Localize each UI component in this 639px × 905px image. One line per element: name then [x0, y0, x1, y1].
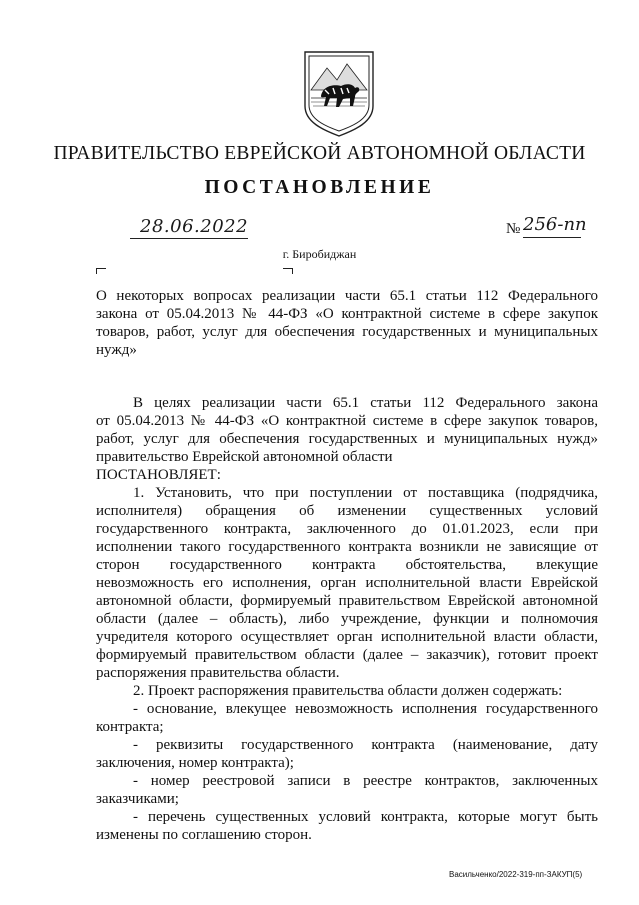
document-number: 256-пп [523, 214, 587, 235]
body-line: невозможность его исполнения, орган исполнительной власти Еврейской [96, 575, 598, 591]
government-name: ПРАВИТЕЛЬСТВО ЕВРЕЙСКОЙ АВТОНОМНОЙ ОБЛАСТИ [53, 143, 586, 164]
body-line: исполнении такого государственного контракта возникли не зависящие от [96, 539, 598, 555]
body-line: - реквизиты государственного контракта (наименование, дату [133, 737, 598, 753]
body-line: изменены по соглашению сторон. [96, 827, 312, 843]
title-corner-right [283, 268, 293, 274]
body-line: области (далее – область), либо учреждение, функции и полномочия [96, 611, 598, 627]
body-line: - номер реестровой записи в реестре контрактов, заключенных [133, 773, 598, 789]
date-underline [130, 238, 248, 239]
body-line: работ, услуг для обеспечения государственных и муниципальных нужд» [96, 431, 598, 447]
body-line: исполнителя) обращения об изменении существенных условий [96, 503, 598, 519]
body-line: В целях реализации части 65.1 статьи 112 Федерального закона [133, 395, 598, 411]
body-line: ПОСТАНОВЛЯЕТ: [96, 467, 221, 483]
body-line: контракта; [96, 719, 164, 735]
title-corner-left [96, 268, 106, 274]
document-type: ПОСТАНОВЛЕНИЕ [204, 177, 435, 198]
body-line: автономной области, формируемый правительством Еврейской автономной [96, 593, 598, 609]
title-line: закона от 05.04.2013 № 44-ФЗ «О контрактной системе в сфере закупок [96, 306, 598, 322]
body-line: - перечень существенных условий контракта, которые могут быть [133, 809, 598, 825]
coat-of-arms-emblem [303, 50, 375, 138]
body-line: учредителя которого осуществляет орган исполнительной власти области, [96, 629, 598, 645]
body-line: - основание, влекущее невозможность исполнения государственного [133, 701, 598, 717]
body-line: сторон государственного контракта обстоятельства, влекущие [96, 557, 598, 573]
title-line: нужд» [96, 342, 137, 358]
city-name: г. Биробиджан [282, 247, 357, 261]
body-line: 1. Установить, что при поступлении от поставщика (подрядчика, [133, 485, 598, 501]
number-underline [523, 237, 581, 238]
body-line: распоряжения правительства области. [96, 665, 340, 681]
body-line: государственного контракта, заключенного до 01.01.2023, если при [96, 521, 598, 537]
body-line: 2. Проект распоряжения правительства области должен содержать: [133, 683, 563, 699]
body-line: заключения, номер контракта); [96, 755, 294, 771]
body-line: от 05.04.2013 № 44-ФЗ «О контрактной системе в сфере закупок товаров, [96, 413, 598, 429]
title-line: товаров, работ, услуг для обеспечения государственных и муниципальных [96, 324, 598, 340]
footer-reference: Васильченко/2022-319-пп-ЗАКУП(5) [449, 870, 583, 879]
body-line: заказчиками; [96, 791, 179, 807]
body-line: правительство Еврейской автономной области [96, 449, 393, 465]
number-label: № [506, 221, 521, 237]
title-line: О некоторых вопросах реализации части 65.1 статьи 112 Федерального [96, 288, 598, 304]
document-date: 28.06.2022 [140, 216, 249, 237]
body-line: формируемый правительством области (далее – заказчик), готовит проект [96, 647, 598, 663]
